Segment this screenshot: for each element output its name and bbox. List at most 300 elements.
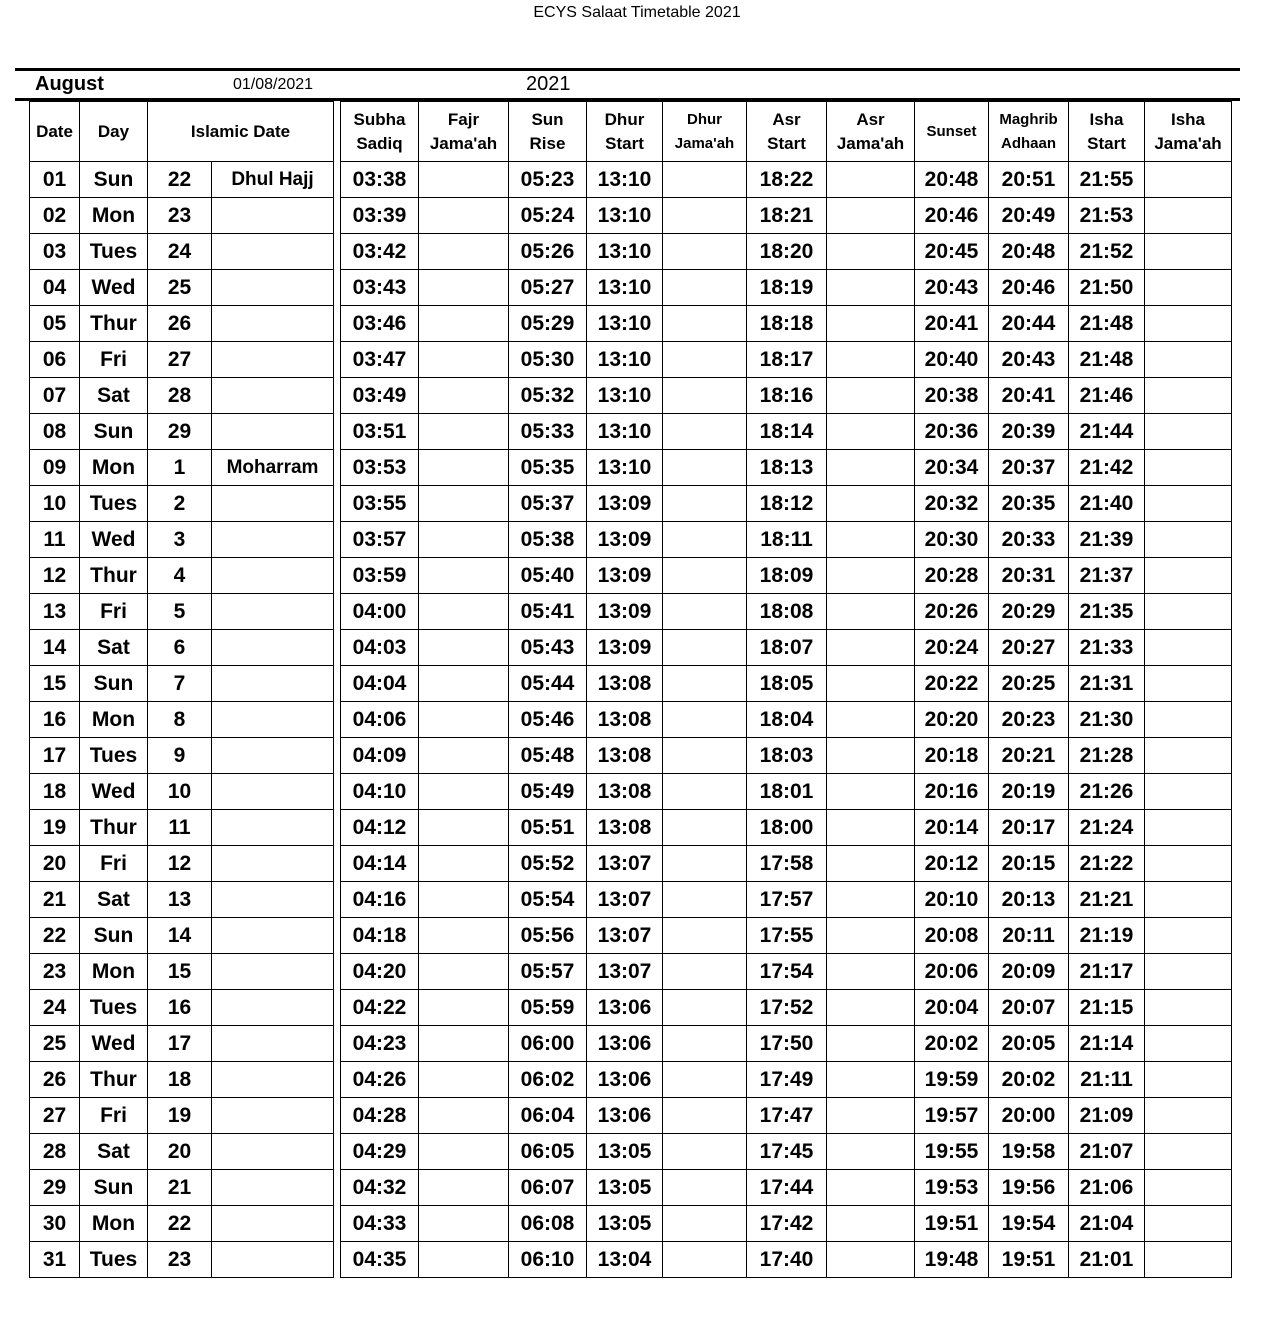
cell-islamic-day: 2 <box>148 486 212 522</box>
table-row <box>341 630 1232 666</box>
cell-sunset: 20:38 <box>915 378 989 414</box>
cell-asr-start: 18:11 <box>747 522 827 558</box>
cell-subha-sadiq: 03:46 <box>341 306 419 342</box>
cell-subha-sadiq: 04:23 <box>341 1026 419 1062</box>
header-isha-start: Isha Start <box>1069 102 1145 162</box>
cell-sun-rise: 05:43 <box>509 630 587 666</box>
cell-sun-rise: 05:30 <box>509 342 587 378</box>
cell-asr-start: 18:20 <box>747 234 827 270</box>
cell-sun-rise: 05:35 <box>509 450 587 486</box>
cell-dhur-start: 13:10 <box>587 270 663 306</box>
cell-maghrib-adhaan: 20:44 <box>989 306 1069 342</box>
cell-isha-jamaah <box>1145 342 1232 378</box>
cell-maghrib-adhaan: 20:33 <box>989 522 1069 558</box>
table-row <box>341 666 1232 702</box>
cell-fajr-jamaah <box>419 990 509 1026</box>
cell-isha-jamaah <box>1145 486 1232 522</box>
cell-asr-start: 18:09 <box>747 558 827 594</box>
cell-asr-jamaah <box>827 1062 915 1098</box>
cell-sun-rise: 05:41 <box>509 594 587 630</box>
table-row <box>30 378 334 414</box>
cell-dhur-start: 13:07 <box>587 846 663 882</box>
cell-islamic-month <box>212 1134 334 1170</box>
cell-asr-start: 18:12 <box>747 486 827 522</box>
table-row <box>30 1170 334 1206</box>
table-row <box>30 1206 334 1242</box>
cell-fajr-jamaah <box>419 234 509 270</box>
cell-islamic-month <box>212 1242 334 1278</box>
cell-maghrib-adhaan: 20:29 <box>989 594 1069 630</box>
cell-sunset: 20:16 <box>915 774 989 810</box>
cell-asr-jamaah <box>827 1170 915 1206</box>
cell-sunset: 20:04 <box>915 990 989 1026</box>
cell-isha-jamaah <box>1145 630 1232 666</box>
cell-sunset: 19:51 <box>915 1206 989 1242</box>
cell-asr-start: 17:57 <box>747 882 827 918</box>
cell-subha-sadiq: 04:16 <box>341 882 419 918</box>
cell-dhur-start: 13:08 <box>587 810 663 846</box>
cell-dhur-jamaah <box>663 306 747 342</box>
prayer-times-table <box>340 101 1232 1278</box>
cell-maghrib-adhaan: 19:54 <box>989 1206 1069 1242</box>
cell-islamic-day: 3 <box>148 522 212 558</box>
cell-islamic-day: 25 <box>148 270 212 306</box>
cell-fajr-jamaah <box>419 450 509 486</box>
cell-asr-jamaah <box>827 774 915 810</box>
cell-isha-start: 21:50 <box>1069 270 1145 306</box>
cell-sunset: 20:14 <box>915 810 989 846</box>
cell-sun-rise: 05:29 <box>509 306 587 342</box>
cell-islamic-day: 15 <box>148 954 212 990</box>
cell-day: Sun <box>80 666 148 702</box>
cell-asr-start: 17:58 <box>747 846 827 882</box>
table-row <box>30 1062 334 1098</box>
cell-date: 20 <box>30 846 80 882</box>
cell-asr-jamaah <box>827 918 915 954</box>
cell-maghrib-adhaan: 20:25 <box>989 666 1069 702</box>
cell-islamic-day: 18 <box>148 1062 212 1098</box>
cell-dhur-jamaah <box>663 1098 747 1134</box>
cell-isha-start: 21:46 <box>1069 378 1145 414</box>
cell-isha-jamaah <box>1145 774 1232 810</box>
cell-subha-sadiq: 04:28 <box>341 1098 419 1134</box>
cell-islamic-month <box>212 882 334 918</box>
cell-isha-jamaah <box>1145 702 1232 738</box>
cell-subha-sadiq: 04:04 <box>341 666 419 702</box>
cell-sunset: 20:43 <box>915 270 989 306</box>
cell-date: 19 <box>30 810 80 846</box>
cell-fajr-jamaah <box>419 954 509 990</box>
cell-subha-sadiq: 03:53 <box>341 450 419 486</box>
cell-dhur-jamaah <box>663 810 747 846</box>
cell-subha-sadiq: 04:35 <box>341 1242 419 1278</box>
cell-isha-jamaah <box>1145 810 1232 846</box>
cell-subha-sadiq: 03:55 <box>341 486 419 522</box>
cell-sunset: 20:46 <box>915 198 989 234</box>
cell-day: Sat <box>80 1134 148 1170</box>
table-row <box>341 1170 1232 1206</box>
cell-asr-start: 18:03 <box>747 738 827 774</box>
cell-sun-rise: 06:04 <box>509 1098 587 1134</box>
cell-fajr-jamaah <box>419 1134 509 1170</box>
cell-sun-rise: 05:49 <box>509 774 587 810</box>
cell-date: 07 <box>30 378 80 414</box>
cell-date: 11 <box>30 522 80 558</box>
cell-sun-rise: 05:44 <box>509 666 587 702</box>
table-row <box>341 1134 1232 1170</box>
cell-date: 02 <box>30 198 80 234</box>
cell-subha-sadiq: 04:10 <box>341 774 419 810</box>
cell-islamic-day: 22 <box>148 162 212 198</box>
cell-maghrib-adhaan: 20:09 <box>989 954 1069 990</box>
cell-isha-start: 21:28 <box>1069 738 1145 774</box>
table-row <box>341 342 1232 378</box>
cell-maghrib-adhaan: 19:56 <box>989 1170 1069 1206</box>
cell-dhur-start: 13:06 <box>587 1062 663 1098</box>
cell-isha-start: 21:42 <box>1069 450 1145 486</box>
cell-islamic-month <box>212 594 334 630</box>
cell-islamic-day: 8 <box>148 702 212 738</box>
cell-dhur-jamaah <box>663 774 747 810</box>
cell-date: 16 <box>30 702 80 738</box>
header-dhur-jamaah: Dhur Jama'ah <box>663 102 747 162</box>
cell-subha-sadiq: 04:00 <box>341 594 419 630</box>
cell-isha-jamaah <box>1145 234 1232 270</box>
table-row <box>30 918 334 954</box>
cell-islamic-day: 27 <box>148 342 212 378</box>
cell-asr-jamaah <box>827 342 915 378</box>
date-label: 01/08/2021 <box>233 76 314 93</box>
cell-isha-jamaah <box>1145 990 1232 1026</box>
cell-isha-start: 21:44 <box>1069 414 1145 450</box>
cell-isha-start: 21:09 <box>1069 1098 1145 1134</box>
cell-day: Tues <box>80 990 148 1026</box>
cell-sun-rise: 05:54 <box>509 882 587 918</box>
cell-isha-jamaah <box>1145 1134 1232 1170</box>
cell-asr-jamaah <box>827 990 915 1026</box>
cell-sunset: 19:48 <box>915 1242 989 1278</box>
table-row <box>30 414 334 450</box>
cell-dhur-start: 13:07 <box>587 882 663 918</box>
cell-date: 04 <box>30 270 80 306</box>
cell-asr-jamaah <box>827 1242 915 1278</box>
cell-isha-start: 21:30 <box>1069 702 1145 738</box>
cell-fajr-jamaah <box>419 270 509 306</box>
cell-maghrib-adhaan: 20:31 <box>989 558 1069 594</box>
cell-isha-start: 21:31 <box>1069 666 1145 702</box>
cell-fajr-jamaah <box>419 918 509 954</box>
cell-date: 10 <box>30 486 80 522</box>
cell-islamic-day: 10 <box>148 774 212 810</box>
cell-subha-sadiq: 03:47 <box>341 342 419 378</box>
cell-dhur-jamaah <box>663 414 747 450</box>
table-row <box>341 738 1232 774</box>
cell-day: Sun <box>80 918 148 954</box>
cell-dhur-start: 13:06 <box>587 1098 663 1134</box>
cell-asr-jamaah <box>827 738 915 774</box>
cell-subha-sadiq: 04:14 <box>341 846 419 882</box>
table-row <box>341 1098 1232 1134</box>
cell-asr-start: 18:13 <box>747 450 827 486</box>
table-row <box>341 1242 1232 1278</box>
cell-fajr-jamaah <box>419 882 509 918</box>
cell-fajr-jamaah <box>419 522 509 558</box>
cell-maghrib-adhaan: 20:35 <box>989 486 1069 522</box>
cell-fajr-jamaah <box>419 702 509 738</box>
cell-dhur-jamaah <box>663 342 747 378</box>
cell-dhur-jamaah <box>663 558 747 594</box>
cell-sunset: 20:18 <box>915 738 989 774</box>
cell-dhur-start: 13:10 <box>587 234 663 270</box>
cell-subha-sadiq: 04:18 <box>341 918 419 954</box>
cell-date: 23 <box>30 954 80 990</box>
cell-islamic-day: 23 <box>148 1242 212 1278</box>
cell-maghrib-adhaan: 20:05 <box>989 1026 1069 1062</box>
cell-asr-jamaah <box>827 306 915 342</box>
cell-date: 21 <box>30 882 80 918</box>
cell-sun-rise: 05:51 <box>509 810 587 846</box>
cell-maghrib-adhaan: 19:51 <box>989 1242 1069 1278</box>
cell-islamic-month <box>212 306 334 342</box>
cell-dhur-jamaah <box>663 594 747 630</box>
cell-isha-start: 21:39 <box>1069 522 1145 558</box>
table-row <box>30 774 334 810</box>
cell-day: Thur <box>80 306 148 342</box>
table-row <box>341 918 1232 954</box>
cell-asr-start: 17:50 <box>747 1026 827 1062</box>
cell-sunset: 20:30 <box>915 522 989 558</box>
table-row <box>341 486 1232 522</box>
cell-isha-jamaah <box>1145 522 1232 558</box>
cell-asr-start: 18:05 <box>747 666 827 702</box>
cell-dhur-start: 13:10 <box>587 378 663 414</box>
cell-dhur-jamaah <box>663 846 747 882</box>
cell-islamic-day: 22 <box>148 1206 212 1242</box>
cell-sunset: 20:48 <box>915 162 989 198</box>
cell-isha-start: 21:07 <box>1069 1134 1145 1170</box>
cell-sunset: 20:41 <box>915 306 989 342</box>
table-row <box>30 342 334 378</box>
cell-dhur-jamaah <box>663 198 747 234</box>
cell-fajr-jamaah <box>419 594 509 630</box>
table-row <box>341 162 1232 198</box>
table-row <box>30 1134 334 1170</box>
table-row <box>341 1206 1232 1242</box>
cell-sun-rise: 05:24 <box>509 198 587 234</box>
cell-fajr-jamaah <box>419 630 509 666</box>
table-row <box>30 630 334 666</box>
header-asr-start: Asr Start <box>747 102 827 162</box>
cell-isha-start: 21:06 <box>1069 1170 1145 1206</box>
header-day: Day <box>80 102 148 162</box>
table-row <box>30 846 334 882</box>
cell-day: Tues <box>80 1242 148 1278</box>
table-row <box>30 522 334 558</box>
cell-day: Sat <box>80 882 148 918</box>
cell-sunset: 19:55 <box>915 1134 989 1170</box>
header-subha-sadiq: Subha Sadiq <box>341 102 419 162</box>
cell-dhur-start: 13:07 <box>587 954 663 990</box>
cell-maghrib-adhaan: 20:19 <box>989 774 1069 810</box>
table-row <box>341 306 1232 342</box>
table-row <box>341 270 1232 306</box>
cell-date: 26 <box>30 1062 80 1098</box>
cell-asr-jamaah <box>827 486 915 522</box>
cell-dhur-jamaah <box>663 234 747 270</box>
cell-isha-start: 21:04 <box>1069 1206 1145 1242</box>
cell-asr-start: 17:55 <box>747 918 827 954</box>
cell-sunset: 20:02 <box>915 1026 989 1062</box>
cell-dhur-jamaah <box>663 1026 747 1062</box>
header-maghrib-adhaan: Maghrib Adhaan <box>989 102 1069 162</box>
cell-sun-rise: 05:59 <box>509 990 587 1026</box>
cell-day: Wed <box>80 522 148 558</box>
cell-isha-start: 21:53 <box>1069 198 1145 234</box>
cell-islamic-month <box>212 270 334 306</box>
cell-maghrib-adhaan: 20:49 <box>989 198 1069 234</box>
cell-date: 24 <box>30 990 80 1026</box>
cell-date: 03 <box>30 234 80 270</box>
cell-isha-start: 21:48 <box>1069 306 1145 342</box>
cell-subha-sadiq: 03:59 <box>341 558 419 594</box>
cell-subha-sadiq: 04:22 <box>341 990 419 1026</box>
table-row <box>30 198 334 234</box>
cell-maghrib-adhaan: 20:13 <box>989 882 1069 918</box>
table-row <box>30 306 334 342</box>
cell-asr-jamaah <box>827 594 915 630</box>
cell-islamic-day: 28 <box>148 378 212 414</box>
cell-asr-jamaah <box>827 882 915 918</box>
cell-maghrib-adhaan: 20:17 <box>989 810 1069 846</box>
cell-asr-start: 18:19 <box>747 270 827 306</box>
cell-isha-start: 21:11 <box>1069 1062 1145 1098</box>
cell-day: Mon <box>80 450 148 486</box>
cell-sun-rise: 05:27 <box>509 270 587 306</box>
cell-fajr-jamaah <box>419 306 509 342</box>
table-row <box>30 450 334 486</box>
cell-subha-sadiq: 03:38 <box>341 162 419 198</box>
cell-islamic-month <box>212 522 334 558</box>
cell-maghrib-adhaan: 20:48 <box>989 234 1069 270</box>
cell-isha-start: 21:55 <box>1069 162 1145 198</box>
cell-sun-rise: 05:26 <box>509 234 587 270</box>
cell-isha-jamaah <box>1145 594 1232 630</box>
cell-day: Tues <box>80 234 148 270</box>
cell-date: 31 <box>30 1242 80 1278</box>
cell-subha-sadiq: 03:42 <box>341 234 419 270</box>
cell-asr-jamaah <box>827 558 915 594</box>
cell-sun-rise: 05:23 <box>509 162 587 198</box>
header-sun-rise: Sun Rise <box>509 102 587 162</box>
cell-isha-jamaah <box>1145 846 1232 882</box>
cell-islamic-month <box>212 378 334 414</box>
cell-islamic-day: 5 <box>148 594 212 630</box>
cell-dhur-jamaah <box>663 918 747 954</box>
cell-isha-jamaah <box>1145 1062 1232 1098</box>
cell-asr-jamaah <box>827 162 915 198</box>
cell-sunset: 20:34 <box>915 450 989 486</box>
cell-fajr-jamaah <box>419 1206 509 1242</box>
header-sunset: Sunset <box>915 102 989 162</box>
table-row <box>341 522 1232 558</box>
cell-dhur-start: 13:10 <box>587 414 663 450</box>
cell-day: Wed <box>80 1026 148 1062</box>
cell-dhur-jamaah <box>663 630 747 666</box>
cell-date: 27 <box>30 1098 80 1134</box>
cell-dhur-jamaah <box>663 1062 747 1098</box>
cell-day: Wed <box>80 270 148 306</box>
table-row <box>341 1026 1232 1062</box>
table-row <box>30 234 334 270</box>
cell-maghrib-adhaan: 20:11 <box>989 918 1069 954</box>
cell-dhur-start: 13:10 <box>587 342 663 378</box>
cell-day: Fri <box>80 846 148 882</box>
cell-asr-jamaah <box>827 234 915 270</box>
cell-day: Sun <box>80 1170 148 1206</box>
cell-fajr-jamaah <box>419 846 509 882</box>
cell-date: 30 <box>30 1206 80 1242</box>
cell-islamic-month <box>212 1206 334 1242</box>
cell-isha-start: 21:17 <box>1069 954 1145 990</box>
table-row <box>341 774 1232 810</box>
cell-date: 18 <box>30 774 80 810</box>
cell-day: Tues <box>80 486 148 522</box>
table-row <box>341 954 1232 990</box>
cell-sun-rise: 05:33 <box>509 414 587 450</box>
cell-islamic-month <box>212 846 334 882</box>
cell-asr-jamaah <box>827 630 915 666</box>
cell-islamic-month <box>212 954 334 990</box>
cell-dhur-start: 13:08 <box>587 702 663 738</box>
table-row <box>341 558 1232 594</box>
cell-isha-start: 21:40 <box>1069 486 1145 522</box>
cell-asr-jamaah <box>827 846 915 882</box>
cell-asr-start: 18:01 <box>747 774 827 810</box>
cell-fajr-jamaah <box>419 162 509 198</box>
table-row <box>30 702 334 738</box>
cell-sunset: 20:06 <box>915 954 989 990</box>
cell-asr-jamaah <box>827 1026 915 1062</box>
cell-sunset: 20:12 <box>915 846 989 882</box>
header-islamic-date: Islamic Date <box>148 102 334 162</box>
cell-day: Sun <box>80 162 148 198</box>
table-row <box>30 954 334 990</box>
cell-dhur-start: 13:09 <box>587 594 663 630</box>
cell-islamic-day: 17 <box>148 1026 212 1062</box>
cell-dhur-jamaah <box>663 990 747 1026</box>
cell-sunset: 19:59 <box>915 1062 989 1098</box>
cell-islamic-month: Moharram <box>212 450 334 486</box>
cell-isha-start: 21:21 <box>1069 882 1145 918</box>
table-row <box>30 558 334 594</box>
table-row <box>341 594 1232 630</box>
table-row <box>341 414 1232 450</box>
cell-maghrib-adhaan: 20:07 <box>989 990 1069 1026</box>
cell-sun-rise: 05:40 <box>509 558 587 594</box>
table-row <box>341 990 1232 1026</box>
cell-islamic-day: 14 <box>148 918 212 954</box>
table-row <box>30 270 334 306</box>
cell-sunset: 20:26 <box>915 594 989 630</box>
cell-asr-start: 17:54 <box>747 954 827 990</box>
cell-isha-start: 21:19 <box>1069 918 1145 954</box>
cell-day: Fri <box>80 342 148 378</box>
cell-islamic-month <box>212 414 334 450</box>
cell-date: 08 <box>30 414 80 450</box>
cell-asr-start: 17:42 <box>747 1206 827 1242</box>
cell-date: 06 <box>30 342 80 378</box>
cell-subha-sadiq: 03:51 <box>341 414 419 450</box>
